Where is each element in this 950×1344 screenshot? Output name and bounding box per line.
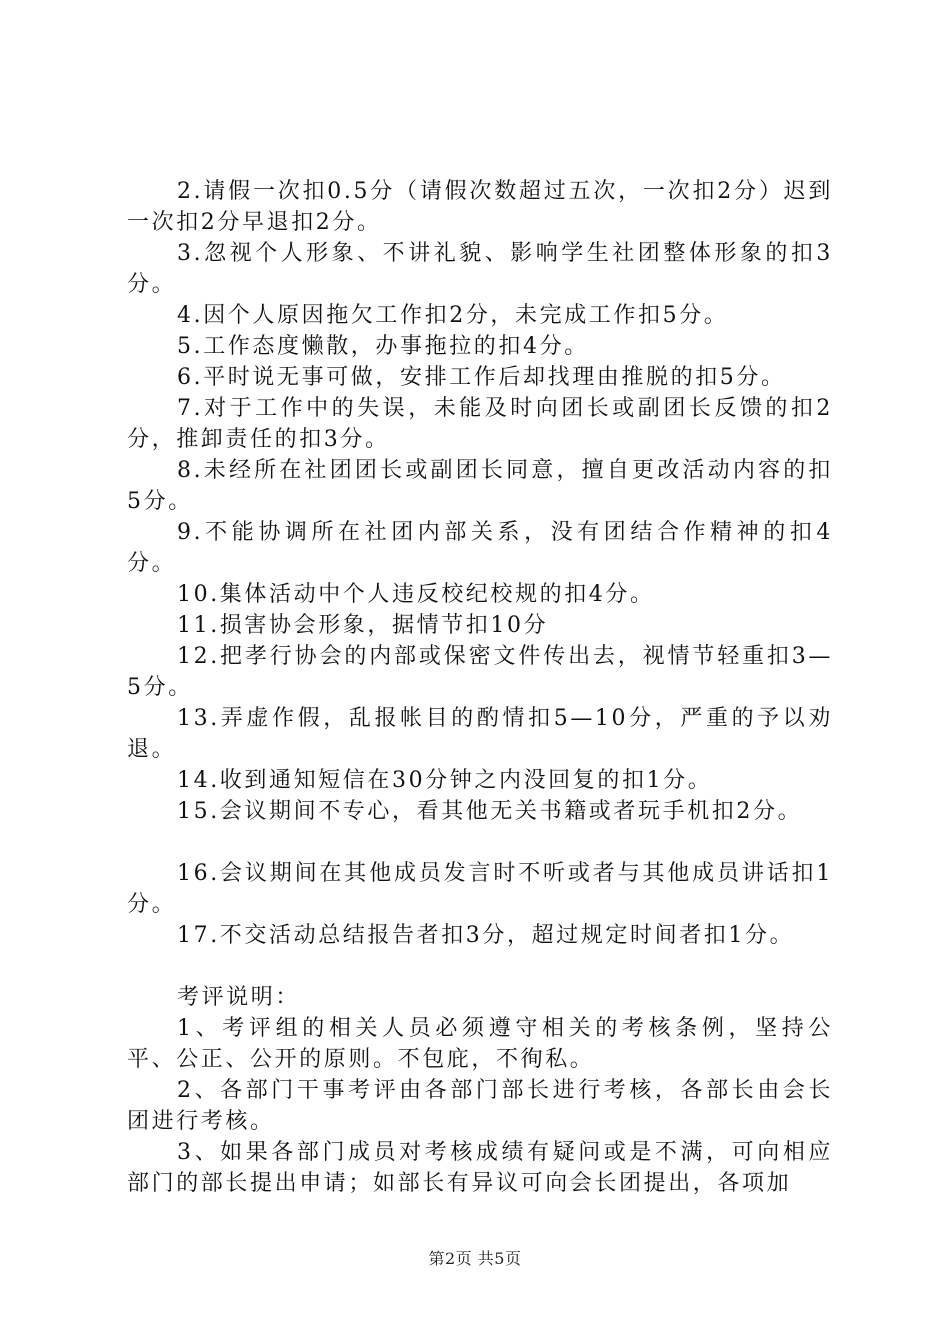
note-item-1: 1、考评组的相关人员必须遵守相关的考核条例，坚持公平、公正、公开的原则。不包庇，不徇私。 (127, 1016, 833, 1072)
note-item-2: 2、各部门干事考评由各部门部长进行考核，各部长由会长团进行考核。 (127, 1078, 833, 1134)
rule-item-17: 17.不交活动总结报告者扣3分，超过规定时间者扣1分。 (177, 923, 795, 948)
page-footer: 第2页 共5页 (428, 1249, 522, 1268)
rule-item-7: 7.对于工作中的失误，未能及时向团长或副团长反馈的扣2分，推卸责任的扣3分。 (127, 396, 833, 452)
rule-item-6: 6.平时说无事可做，安排工作后却找理由推脱的扣5分。 (177, 365, 786, 390)
rule-item-9: 9.不能协调所在社团内部关系，没有团结合作精神的扣4分。 (127, 520, 833, 576)
blank-line (127, 951, 833, 982)
rule-item-4: 4.因个人原因拖欠工作扣2分，未完成工作扣5分。 (177, 303, 729, 328)
document-body (127, 176, 833, 1199)
section-title: 考评说明： (177, 985, 301, 1010)
rule-item-5: 5.工作态度懒散，办事拖拉的扣4分。 (177, 334, 589, 359)
rule-item-8: 8.未经所在社团团长或副团长同意，擅自更改活动内容的扣5分。 (127, 458, 833, 514)
rule-item-10: 10.集体活动中个人违反校纪校规的扣4分。 (177, 582, 655, 607)
rule-item-16: 16.会议期间在其他成员发言时不听或者与其他成员讲话扣1分。 (127, 861, 833, 917)
rule-item-3: 3.忽视个人形象、不讲礼貌、影响学生社团整体形象的扣3分。 (127, 241, 833, 297)
rule-item-13: 13.弄虚作假，乱报帐目的酌情扣5—10分，严重的予以劝退。 (127, 706, 833, 762)
rule-item-14: 14.收到通知短信在30分钟之内没回复的扣1分。 (177, 768, 713, 793)
rule-item-12: 12.把孝行协会的内部或保密文件传出去，视情节轻重扣3—5分。 (127, 644, 833, 700)
note-item-3: 3、如果各部门成员对考核成绩有疑问或是不满，可向相应部门的部长提出申请；如部长有异议可向会长团提出，各项加 (127, 1140, 833, 1196)
blank-line (127, 827, 833, 858)
rule-item-2: 2.请假一次扣0.5分（请假次数超过五次，一次扣2分）迟到一次扣2分早退扣2分。 (127, 179, 833, 235)
rule-item-15: 15.会议期间不专心，看其他无关书籍或者玩手机扣2分。 (177, 799, 803, 824)
rule-item-11: 11.损害协会形象，据情节扣10分 (177, 613, 549, 638)
